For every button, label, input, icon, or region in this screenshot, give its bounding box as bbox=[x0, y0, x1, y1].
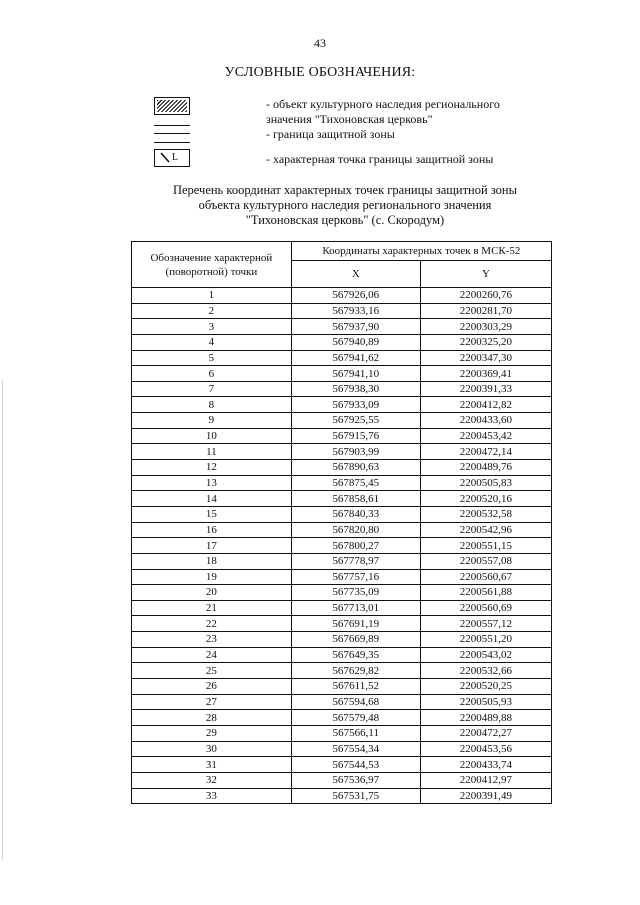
point-number-cell: 20 bbox=[132, 585, 292, 601]
y-coordinate-cell: 2200472,27 bbox=[420, 725, 551, 741]
table-row bbox=[132, 413, 552, 429]
table-row bbox=[132, 522, 552, 538]
y-coordinate-cell: 2200489,76 bbox=[420, 460, 551, 476]
point-number-cell: 28 bbox=[132, 710, 292, 726]
table-row bbox=[132, 538, 552, 554]
y-coordinate-cell: 2200543,02 bbox=[420, 647, 551, 663]
x-coordinate-cell: 567579,48 bbox=[291, 710, 420, 726]
point-number-cell: 17 bbox=[132, 538, 292, 554]
point-number-cell: 22 bbox=[132, 616, 292, 632]
x-coordinate-cell: 567800,27 bbox=[291, 538, 420, 554]
point-number-cell: 9 bbox=[132, 413, 292, 429]
table-row bbox=[132, 334, 552, 350]
x-coordinate-cell: 567926,06 bbox=[291, 288, 420, 304]
legend-title: УСЛОВНЫЕ ОБОЗНАЧЕНИЯ: bbox=[224, 65, 416, 80]
y-coordinate-cell: 2200551,20 bbox=[420, 632, 551, 648]
x-coordinate-cell: 567903,99 bbox=[291, 444, 420, 460]
point-number-cell: 8 bbox=[132, 397, 292, 413]
point-number-cell: 30 bbox=[132, 741, 292, 757]
y-coordinate-cell: 2200560,67 bbox=[420, 569, 551, 585]
y-coordinate-cell: 2200453,56 bbox=[420, 741, 551, 757]
header-x: X bbox=[291, 261, 420, 288]
coordinates-list-title: Перечень координат характерных точек границы защитной зоны объекта культурного наследия регионального значения "Тихоновская церковь" (с. Скородум) bbox=[172, 183, 518, 227]
point-number-cell: 1 bbox=[132, 288, 292, 304]
x-coordinate-cell: 567611,52 bbox=[291, 679, 420, 695]
point-number-cell: 18 bbox=[132, 553, 292, 569]
y-coordinate-cell: 2200412,97 bbox=[420, 772, 551, 788]
x-coordinate-cell: 567925,55 bbox=[291, 413, 420, 429]
x-coordinate-cell: 567544,53 bbox=[291, 757, 420, 773]
table-row bbox=[132, 663, 552, 679]
table-row bbox=[132, 569, 552, 585]
coordinates-table-body bbox=[132, 288, 552, 804]
point-number-cell: 31 bbox=[132, 757, 292, 773]
point-number-cell: 3 bbox=[132, 319, 292, 335]
x-coordinate-cell: 567938,30 bbox=[291, 381, 420, 397]
x-coordinate-cell: 567915,76 bbox=[291, 428, 420, 444]
table-row bbox=[132, 288, 552, 304]
point-number-cell: 33 bbox=[132, 788, 292, 804]
point-number-cell: 26 bbox=[132, 679, 292, 695]
table-row bbox=[132, 428, 552, 444]
table-row bbox=[132, 553, 552, 569]
point-number-cell: 24 bbox=[132, 647, 292, 663]
table-row bbox=[132, 710, 552, 726]
table-row bbox=[132, 725, 552, 741]
y-coordinate-cell: 2200505,93 bbox=[420, 694, 551, 710]
table-row bbox=[132, 632, 552, 648]
table-row bbox=[132, 741, 552, 757]
table-row bbox=[132, 506, 552, 522]
table-row bbox=[132, 366, 552, 382]
table-row bbox=[132, 460, 552, 476]
x-coordinate-cell: 567937,90 bbox=[291, 319, 420, 335]
table-row bbox=[132, 381, 552, 397]
point-number-cell: 32 bbox=[132, 772, 292, 788]
boundary-line-icon bbox=[154, 125, 190, 143]
y-coordinate-cell: 2200532,66 bbox=[420, 663, 551, 679]
characteristic-point-icon: L bbox=[154, 149, 190, 167]
y-coordinate-cell: 2200391,49 bbox=[420, 788, 551, 804]
point-number-cell: 5 bbox=[132, 350, 292, 366]
y-coordinate-cell: 2200561,88 bbox=[420, 585, 551, 601]
x-coordinate-cell: 567566,11 bbox=[291, 725, 420, 741]
x-coordinate-cell: 567941,10 bbox=[291, 366, 420, 382]
point-number-cell: 14 bbox=[132, 491, 292, 507]
x-coordinate-cell: 567890,63 bbox=[291, 460, 420, 476]
x-coordinate-cell: 567933,09 bbox=[291, 397, 420, 413]
x-coordinate-cell: 567840,33 bbox=[291, 506, 420, 522]
point-number-cell: 19 bbox=[132, 569, 292, 585]
x-coordinate-cell: 567629,82 bbox=[291, 663, 420, 679]
point-number-cell: 29 bbox=[132, 725, 292, 741]
x-coordinate-cell: 567669,89 bbox=[291, 632, 420, 648]
y-coordinate-cell: 2200453,42 bbox=[420, 428, 551, 444]
header-y: Y bbox=[420, 261, 551, 288]
point-number-cell: 27 bbox=[132, 694, 292, 710]
legend-item-characteristic-point bbox=[154, 149, 574, 169]
x-coordinate-cell: 567649,35 bbox=[291, 647, 420, 663]
legend-item-text: - характерная точка границы защитной зоны bbox=[266, 152, 494, 166]
y-coordinate-cell: 2200260,76 bbox=[420, 288, 551, 304]
header-point-designation: Обозначение характерной (поворотной) точки bbox=[132, 242, 292, 288]
y-coordinate-cell: 2200391,33 bbox=[420, 381, 551, 397]
y-coordinate-cell: 2200520,25 bbox=[420, 679, 551, 695]
x-coordinate-cell: 567594,68 bbox=[291, 694, 420, 710]
header-coordinates: Координаты характерных точек в МСК-52 bbox=[291, 242, 551, 261]
table-row bbox=[132, 397, 552, 413]
coordinates-table bbox=[131, 241, 552, 804]
y-coordinate-cell: 2200532,58 bbox=[420, 506, 551, 522]
point-number-cell: 25 bbox=[132, 663, 292, 679]
y-coordinate-cell: 2200347,30 bbox=[420, 350, 551, 366]
page-number: 43 bbox=[314, 36, 326, 50]
point-number-cell: 7 bbox=[132, 381, 292, 397]
y-coordinate-cell: 2200557,08 bbox=[420, 553, 551, 569]
point-number-cell: 10 bbox=[132, 428, 292, 444]
table-row bbox=[132, 616, 552, 632]
y-coordinate-cell: 2200560,69 bbox=[420, 600, 551, 616]
y-coordinate-cell: 2200489,88 bbox=[420, 710, 551, 726]
legend-item-text: - объект культурного наследия регионального значения "Тихоновская церковь" bbox=[266, 97, 500, 126]
x-coordinate-cell: 567531,75 bbox=[291, 788, 420, 804]
point-number-cell: 6 bbox=[132, 366, 292, 382]
x-coordinate-cell: 567735,09 bbox=[291, 585, 420, 601]
table-row bbox=[132, 491, 552, 507]
table-row bbox=[132, 319, 552, 335]
hatched-area-icon bbox=[154, 97, 190, 115]
point-number-cell: 2 bbox=[132, 303, 292, 319]
point-number-cell: 12 bbox=[132, 460, 292, 476]
y-coordinate-cell: 2200433,60 bbox=[420, 413, 551, 429]
point-number-cell: 15 bbox=[132, 506, 292, 522]
x-coordinate-cell: 567554,34 bbox=[291, 741, 420, 757]
x-coordinate-cell: 567820,80 bbox=[291, 522, 420, 538]
scan-margin-line bbox=[2, 380, 3, 860]
table-row bbox=[132, 585, 552, 601]
point-number-cell: 16 bbox=[132, 522, 292, 538]
x-coordinate-cell: 567875,45 bbox=[291, 475, 420, 491]
y-coordinate-cell: 2200520,16 bbox=[420, 491, 551, 507]
legend-item-boundary bbox=[154, 125, 574, 145]
table-row bbox=[132, 303, 552, 319]
table-row bbox=[132, 444, 552, 460]
legend-item-text: - граница защитной зоны bbox=[266, 127, 395, 141]
x-coordinate-cell: 567778,97 bbox=[291, 553, 420, 569]
x-coordinate-cell: 567940,89 bbox=[291, 334, 420, 350]
y-coordinate-cell: 2200281,70 bbox=[420, 303, 551, 319]
table-row bbox=[132, 647, 552, 663]
y-coordinate-cell: 2200325,20 bbox=[420, 334, 551, 350]
y-coordinate-cell: 2200412,82 bbox=[420, 397, 551, 413]
point-number-cell: 11 bbox=[132, 444, 292, 460]
point-number-cell: 4 bbox=[132, 334, 292, 350]
y-coordinate-cell: 2200472,14 bbox=[420, 444, 551, 460]
y-coordinate-cell: 2200369,41 bbox=[420, 366, 551, 382]
table-row bbox=[132, 757, 552, 773]
x-coordinate-cell: 567858,61 bbox=[291, 491, 420, 507]
y-coordinate-cell: 2200303,29 bbox=[420, 319, 551, 335]
table-row bbox=[132, 475, 552, 491]
point-number-cell: 23 bbox=[132, 632, 292, 648]
table-row bbox=[132, 679, 552, 695]
point-number-cell: 13 bbox=[132, 475, 292, 491]
y-coordinate-cell: 2200557,12 bbox=[420, 616, 551, 632]
x-coordinate-cell: 567941,62 bbox=[291, 350, 420, 366]
x-coordinate-cell: 567757,16 bbox=[291, 569, 420, 585]
table-row bbox=[132, 694, 552, 710]
table-row bbox=[132, 350, 552, 366]
y-coordinate-cell: 2200551,15 bbox=[420, 538, 551, 554]
table-row bbox=[132, 600, 552, 616]
y-coordinate-cell: 2200433,74 bbox=[420, 757, 551, 773]
x-coordinate-cell: 567691,19 bbox=[291, 616, 420, 632]
table-row bbox=[132, 788, 552, 804]
y-coordinate-cell: 2200505,83 bbox=[420, 475, 551, 491]
x-coordinate-cell: 567933,16 bbox=[291, 303, 420, 319]
y-coordinate-cell: 2200542,96 bbox=[420, 522, 551, 538]
x-coordinate-cell: 567713,01 bbox=[291, 600, 420, 616]
x-coordinate-cell: 567536,97 bbox=[291, 772, 420, 788]
point-number-cell: 21 bbox=[132, 600, 292, 616]
table-row bbox=[132, 772, 552, 788]
